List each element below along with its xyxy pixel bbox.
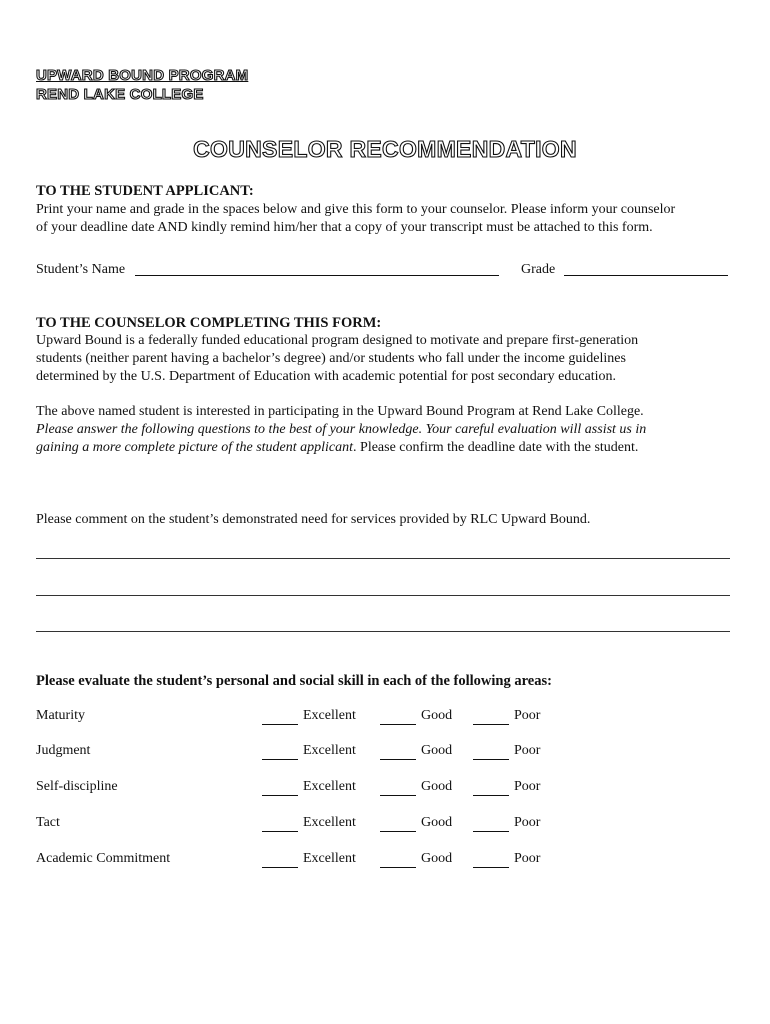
rating-option-good	[380, 707, 452, 725]
rating-label-excellent: Excellent	[303, 708, 356, 723]
rating-label-poor: Poor	[514, 743, 541, 758]
rating-label-good: Good	[421, 851, 453, 866]
rating-option-good	[380, 850, 452, 868]
rating-label-good: Good	[421, 815, 453, 830]
program-description-line: determined by the U.S. Department of Education with academic potential for post secondary education.	[36, 369, 617, 384]
rating-label-poor: Poor	[514, 779, 541, 794]
rating-option-poor	[473, 814, 540, 832]
rating-label-good: Good	[421, 708, 453, 723]
student-section-heading: TO THE STUDENT APPLICANT:	[36, 183, 254, 199]
evaluation-request-continued: gaining a more complete picture of the student applicant	[36, 440, 354, 455]
deadline-reminder: . Please confirm the deadline date with the student.	[353, 440, 639, 455]
evaluation-request: Please answer the following questions to the best of your knowledge. Your careful evaluation will assist us in	[36, 422, 647, 437]
rating-label-excellent: Excellent	[303, 851, 356, 866]
rating-option-excellent	[262, 707, 356, 725]
rating-option-good	[380, 742, 452, 760]
program-description-line: Upward Bound is a federally funded educational program designed to motivate and prepare first-generation	[36, 333, 639, 348]
rating-option-good	[380, 814, 452, 832]
evaluation-area-label: Maturity	[36, 708, 85, 723]
rating-option-excellent	[262, 742, 356, 760]
rating-blank-poor[interactable]	[473, 710, 509, 725]
student-instructions-line: Print your name and grade in the spaces below and give this form to your counselor. Please inform your counselor	[36, 202, 676, 217]
program-description-line: students (neither parent having a bachelor’s degree) and/or students who fall under the income guidelines	[36, 351, 626, 366]
program-name: UPWARD BOUND PROGRAM	[36, 67, 249, 84]
evaluation-area-label: Tact	[36, 815, 60, 830]
rating-option-excellent	[262, 850, 356, 868]
evaluation-row	[36, 742, 636, 762]
rating-blank-poor[interactable]	[473, 745, 509, 760]
rating-option-poor	[473, 850, 540, 868]
rating-blank-good[interactable]	[380, 853, 416, 868]
rating-blank-good[interactable]	[380, 745, 416, 760]
rating-option-poor	[473, 742, 540, 760]
evaluation-heading: Please evaluate the student’s personal and social skill in each of the following areas:	[36, 673, 552, 689]
rating-label-poor: Poor	[514, 815, 541, 830]
student-info-row	[36, 261, 736, 281]
rating-option-excellent	[262, 778, 356, 796]
program-header	[36, 66, 248, 104]
rating-blank-excellent[interactable]	[262, 710, 298, 725]
student-name-field[interactable]	[135, 275, 499, 276]
college-name: REND LAKE COLLEGE	[36, 86, 204, 103]
student-instructions-line: of your deadline date AND kindly remind him/her that a copy of your transcript must be attached to this form.	[36, 220, 653, 235]
rating-blank-good[interactable]	[380, 817, 416, 832]
rating-blank-excellent[interactable]	[262, 853, 298, 868]
rating-blank-poor[interactable]	[473, 781, 509, 796]
page-title: COUNSELOR RECOMMENDATION	[193, 136, 577, 162]
rating-blank-excellent[interactable]	[262, 817, 298, 832]
rating-blank-poor[interactable]	[473, 853, 509, 868]
rating-label-good: Good	[421, 743, 453, 758]
rating-option-excellent	[262, 814, 356, 832]
evaluation-area-label: Academic Commitment	[36, 851, 171, 866]
comment-prompt: Please comment on the student’s demonstrated need for services provided by RLC Upward Bound.	[36, 512, 591, 527]
evaluation-area-label: Self-discipline	[36, 779, 118, 794]
comment-line[interactable]	[36, 595, 730, 596]
grade-label: Grade	[521, 262, 556, 277]
rating-option-good	[380, 778, 452, 796]
rating-blank-good[interactable]	[380, 710, 416, 725]
comment-line[interactable]	[36, 631, 730, 632]
rating-label-good: Good	[421, 779, 453, 794]
rating-label-excellent: Excellent	[303, 815, 356, 830]
rating-label-poor: Poor	[514, 708, 541, 723]
program-description	[36, 332, 736, 386]
counselor-section-heading: TO THE COUNSELOR COMPLETING THIS FORM:	[36, 315, 382, 331]
rating-label-excellent: Excellent	[303, 743, 356, 758]
student-name-label: Student’s Name	[36, 262, 126, 277]
counselor-instructions	[36, 403, 736, 457]
grade-field[interactable]	[564, 275, 728, 276]
evaluation-row	[36, 850, 636, 870]
rating-label-poor: Poor	[514, 851, 541, 866]
evaluation-row	[36, 814, 636, 834]
comment-line[interactable]	[36, 558, 730, 559]
rating-option-poor	[473, 707, 540, 725]
rating-blank-good[interactable]	[380, 781, 416, 796]
student-instructions	[36, 201, 736, 237]
evaluation-row	[36, 707, 636, 727]
rating-blank-excellent[interactable]	[262, 745, 298, 760]
evaluation-row	[36, 778, 636, 798]
rating-blank-poor[interactable]	[473, 817, 509, 832]
rating-option-poor	[473, 778, 540, 796]
rating-label-excellent: Excellent	[303, 779, 356, 794]
rating-blank-excellent[interactable]	[262, 781, 298, 796]
interest-statement: The above named student is interested in participating in the Upward Bound Program at Rend Lake College.	[36, 404, 644, 419]
evaluation-area-label: Judgment	[36, 743, 91, 758]
